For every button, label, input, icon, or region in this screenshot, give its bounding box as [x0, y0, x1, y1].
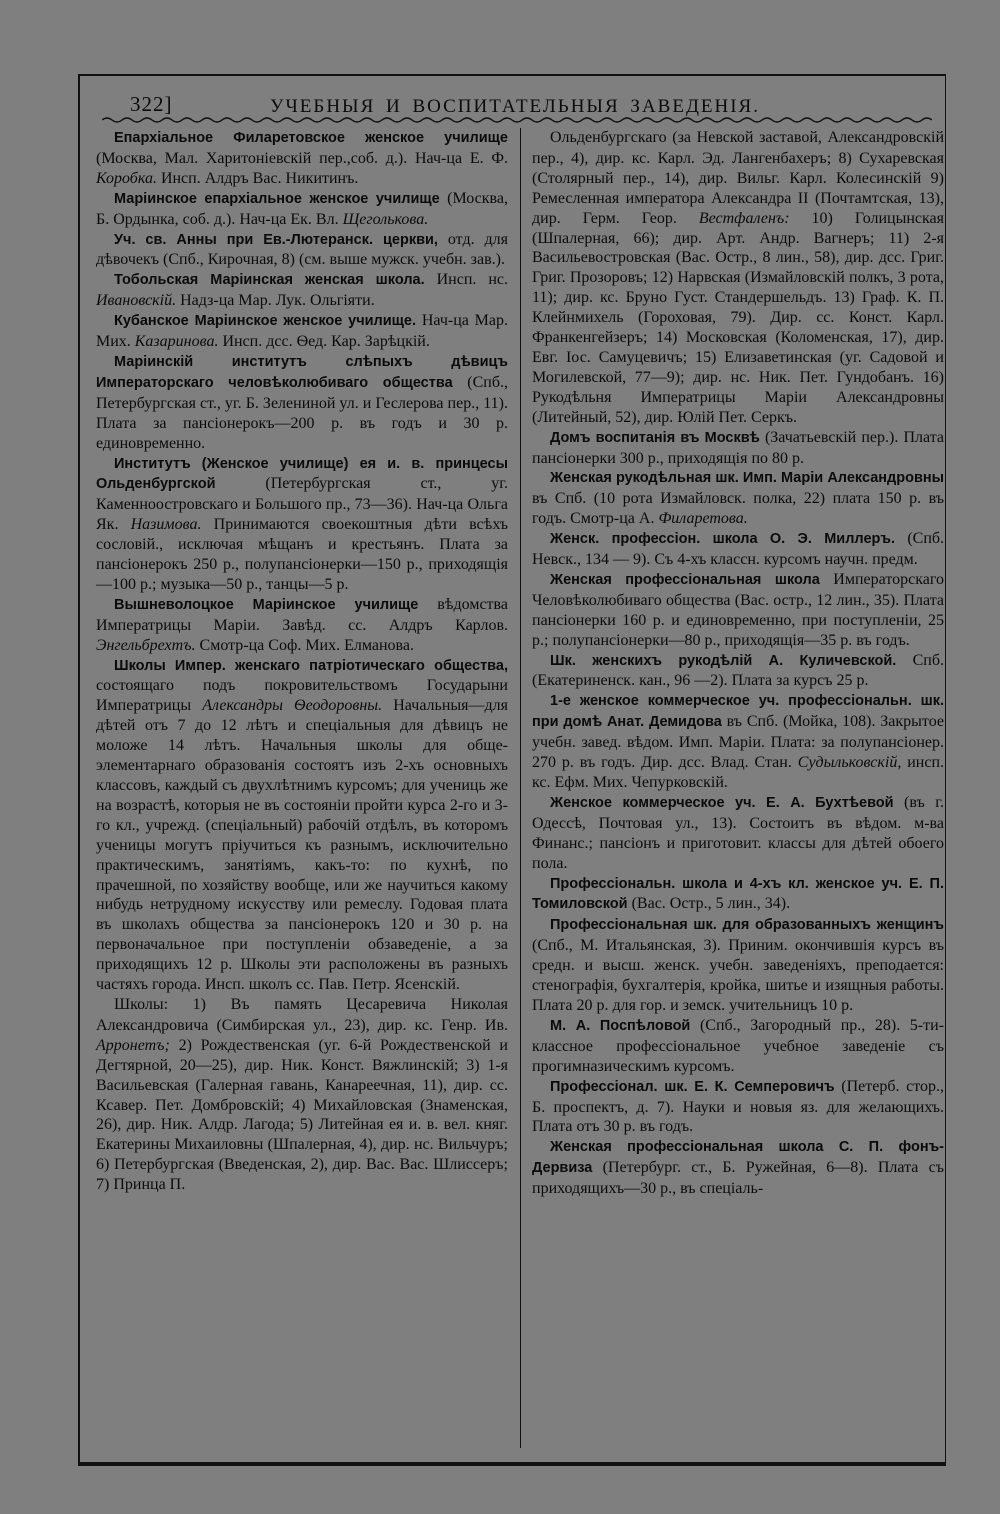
- entry-heading: Женск. профессіон. школа О. Э. Миллеръ.: [550, 531, 895, 548]
- entry-continuation: инсп. кс. Ефм. Мих. Чепурковскій.: [532, 754, 945, 791]
- entry-heading: Женская профессіональная школа: [550, 571, 820, 588]
- page-number: 322]: [130, 92, 173, 116]
- entry-continuation: Инсп. Алдръ Вас. Никитинъ.: [160, 169, 359, 187]
- entry-text: (Вас. Остр., 5 лин., 34).: [631, 895, 791, 913]
- entry-text: Ольденбургскаго (за Невской заставой, Александровскій пер., 4), дир. кс. Карл. Эд. Лангенбахеръ; 8) Сухаревская (Столярный пер., 14), дир. Вильг. Карл. Колесинскій 9) Ремесленная императора Александра II (Почтамтская, 13), дир. Герм. Геор.: [532, 129, 944, 227]
- entry-continuation: 2) Рождественская (уг. 6-й Рождественской и Дегтярной, 20—25), дир. Ник. Конст. Вяжлинскій; 3) 1-я Васильевская (Галерная гавань, Канареечная, 11), дир. сс. Ксавер. Пет. Домбровскій; 4) Михайловская (Знаменская, 26), дир. Ник. Алдр. Лагода; 5) Литейная ея и. в. вел. княг. Екатерины Михаиловны (Шпалерная, 4), дир. нс. Вильчуръ; 6) Петербургская (Введенская, 2), дир. Вас. Вас. Шлиссеръ; 7) Принца П.: [96, 1036, 508, 1194]
- entry-heading: Вышневолоцкое Маріинское училище: [114, 596, 419, 613]
- entry-text: (въ г. Одессѣ, Почтовая ул., 13). Состоитъ въ вѣдом. м-ва Финанс.; пансіонъ и приготовит. классы для дѣтей обоего пола.: [532, 793, 944, 872]
- entry-heading: Маріинскій институтъ слѣпыхъ дѣвицъ Императорскаго человѣколюбиваго общества: [96, 353, 508, 391]
- directory-entry: [532, 468, 944, 529]
- entry-continuation: 10) Голицынская (Шпалерная, 66); дир. Арт. Андр. Вагнеръ; 11) 2-я Васильевостровская (Вас. Остр., 8 лин., 58), дир. дсс. Григ. Григ. Прозоровъ; 12) Нарвская (Измайловскій полкъ, 3 рота, 11); дир. кс. Бруно Густ. Стандершельдъ. 13) Граф. К. П. Клейнмихель (Гороховая, 79). Дир. сс. Конст. Карл. Франкенгейзеръ; 14) Московская (Коломенская, 17), дир. Евг. Іос. Самуцевичъ; 15) Елизаветинская (уг. Садовой и Могилевской, 77—9); дир. нс. Ник. Пет. Гундобанъ. 16) Рукодѣльня Императрицы Маріи Александровны (Литейный, 52), дир. Юлій Пет. Серкъ.: [532, 209, 944, 426]
- entry-continuation: Смотр-ца Соф. Мих. Елманова.: [199, 636, 414, 654]
- directory-entry: [532, 915, 944, 1016]
- directory-entry: [532, 570, 944, 651]
- entry-heading: Профессіональная шк. для образованныхъ женщинъ: [550, 917, 944, 934]
- entry-person-name: Щеголькова.: [342, 210, 429, 228]
- directory-entry: [96, 230, 508, 271]
- entry-person-name: Назимова.: [130, 516, 202, 534]
- entry-text: (Петербург. ст., Б. Ружейная, 6—8). Плата съ приходящихъ—30 р., въ спеціаль-: [532, 1159, 945, 1198]
- entry-text: Императорскаго Человѣколюбиваго общества (Вас. остр., 12 лин., 35). Плата пансіонерки 160 р. и единовременно, при поступленіи, 25 р.; полупансіонерки—80 р., приходящія—35 р. въ годъ.: [532, 570, 945, 649]
- entry-heading: Шк. женскихъ рукодѣлій А. Куличевской.: [550, 652, 897, 669]
- entry-heading: Женская профессіональная школа С. П. фонъ-Дервиза: [532, 1139, 944, 1177]
- entry-heading: Женское коммерческое уч. Е. А. Бухтѣевой: [550, 794, 894, 811]
- entry-text: (Спб., М. Итальянская, 3). Приним. окончившія курсъ въ средн. и высш. женск. учебн. заведеніяхъ, преподается: стенографія, бухгалтерія, кройка, шитье и изящныя работы. Плата 20 р. для гор. и земск. учительницъ 10 р.: [532, 937, 944, 1014]
- entry-text: (Петербургская ст., уг. Каменноостровскаго и Большого пр., 73—36). Нач-ца Ольга Як.: [96, 475, 509, 534]
- entry-heading: Школы Импер. женскаго патріотическаго общества,: [114, 657, 508, 674]
- entry-heading: Институтъ (Женское училище) ея и. в. принцесы Ольденбургской: [96, 455, 508, 493]
- entry-text: состоящаго подъ покровительствомъ Государыни Императрицы: [96, 677, 508, 715]
- directory-entry: [532, 1016, 944, 1077]
- entry-text: Спб. (Екатериненск. кан., 96 —2). Плата за курсъ 25 р.: [532, 651, 944, 690]
- entry-heading: Уч. св. Анны при Ев.-Лютеранск. церкви,: [114, 231, 438, 248]
- book-page: [78, 74, 946, 1464]
- directory-entry: [96, 995, 508, 1195]
- entry-text: (Спб. Невск., 134 — 9). Съ 4-хъ классн. курсомъ научн. предм.: [532, 530, 945, 569]
- entry-text: Нач-ца Мар. Мих.: [96, 312, 509, 351]
- entry-person-name: Ивановскій.: [96, 292, 177, 310]
- column-divider: [520, 128, 521, 1448]
- entry-text: (Спб., Загородный пр., 28). 5-ти-классное профессіональное учебное заведеніе съ прогимназическимъ курсомъ.: [532, 1016, 945, 1075]
- ornamental-rule: [102, 116, 932, 124]
- entry-heading: Епархіальное Филаретовское женское училище: [114, 130, 508, 146]
- entry-person-name: Филаретова.: [658, 510, 748, 528]
- entry-person-name: Коробка.: [96, 169, 157, 187]
- entry-person-name: Вестфаленъ:: [698, 209, 790, 227]
- entry-heading: Кубанское Маріинское женское училище.: [114, 313, 416, 330]
- entry-text: вѣдомства Императрицы Маріи. Завѣд. сс. Алдръ Карлов.: [96, 595, 508, 634]
- entry-text: (Зачатьевскій пер.). Плата пансіонерки 300 р., приходящія по 80 р.: [532, 428, 945, 467]
- entry-text: въ Спб. (Мойка, 108). Закрытое учебн. завед. вѣдом. Имп. Маріи. Плата: за полупансіонер. 270 р. въ годъ. Дир. дсс. Влад. Стан.: [532, 713, 944, 772]
- entry-continuation: Инсп. дсс. Ѳед. Кар. Зарѣцкій.: [222, 333, 430, 351]
- left-column: [96, 128, 508, 1195]
- running-title: УЧЕБНЫЯ И ВОСПИТАТЕЛЬНЫЯ ЗАВЕДЕНІЯ.: [270, 96, 760, 117]
- right-column: [532, 128, 944, 1199]
- entry-heading: Профессіональн. школа и 4-хъ кл. женское уч. Е. П. Томиловской: [532, 875, 944, 913]
- bottom-rule: [78, 1464, 946, 1466]
- directory-entry: [96, 270, 508, 311]
- directory-entry: [532, 529, 944, 570]
- entry-text: Школы: 1) Въ память Цесаревича Николая Александровича (Симбирская ул., 23), дир. кс. Генр. Ив.: [96, 995, 508, 1034]
- entry-heading: Женская рукодѣльная шк. Имп. Маріи Александровны: [550, 470, 944, 487]
- entry-heading: Домъ воспитанія въ Москвѣ: [550, 429, 760, 446]
- directory-entry: [532, 691, 944, 793]
- page-header: [80, 80, 945, 118]
- entry-heading: Профессіонал. шк. Е. К. Семперовичъ: [550, 1078, 835, 1095]
- directory-entry: [532, 1077, 944, 1138]
- entry-continuation: Надз-ца Мар. Лук. Ольгіяти.: [180, 292, 375, 310]
- directory-entry: [532, 1137, 944, 1199]
- entry-heading: Маріинское епархіальное женское училище: [114, 190, 440, 207]
- directory-entry: [532, 793, 944, 874]
- entry-text: въ Спб. (10 рота Измайловск. полка, 22) плата 150 р. въ годъ. Смотр-ца А.: [532, 490, 944, 528]
- directory-entry: [96, 311, 508, 352]
- entry-text: отд. для дѣвочекъ (Спб., Кирочная, 8) (см. выше мужск. учебн. зав.).: [96, 230, 508, 269]
- directory-entry: [532, 874, 944, 916]
- entry-continuation: Начальныя—для дѣтей отъ 7 до 12 лѣтъ и спеціальныя для дѣвицъ не моложе 14 лѣтъ. Начальныя школы для обще-элементарнаго образованія состоятъ изъ 2-хъ основныхъ классовъ, каждый съ двухлѣтнимъ курсомъ; для учениць же на возрастѣ, которыя не въ состояніи пройти курса 2-го и 3-го кл., учрежд. (спеціальный) рабочій отдѣлъ, въ которомъ ученицы могутъ пріучиться къ разнымъ, исключительно практическимъ, занятіямъ, какъ-то: по кухнѣ, по прачешной, по хозяйству вообще, или же научиться какому нибудь нетрудному искусству или ремеслу. Годовая плата въ школахъ общества за пансіонерокъ 120 и 30 р. на первоначальное при поступленіи обзаведеніе, а за приходящихъ 12 р. Школы эти расположены въ разныхъ частяхъ города. Инсп. школъ сс. Пав. Петр. Ясенскій.: [96, 697, 508, 994]
- entry-heading: Тобольская Маріинская женская школа.: [114, 272, 425, 289]
- directory-entry: [96, 454, 508, 595]
- directory-entry: [532, 128, 944, 428]
- entry-text: (Москва, Мал. Харитоніевскій пер.,соб. д.). Нач-ца Е. Ф.: [96, 149, 508, 167]
- entry-person-name: Александры Ѳеодоровны.: [202, 697, 383, 715]
- entry-continuation: Принимаются своекоштныя дѣти всѣхъ сословій., исключая мѣщанъ и крестьянъ. Плата за пансіонерокъ 250 р., полупансіонерки—150 р., приходящія—100 р.; музыка—50 р., танцы—5 р.: [96, 516, 508, 593]
- entry-heading: 1-е женское коммерческое уч. профессіональн. шк. при домѣ Анат. Демидова: [532, 693, 944, 731]
- entry-person-name: Судыльковскій,: [797, 754, 902, 772]
- directory-entry: [96, 656, 508, 995]
- entry-text: (Москва, Б. Ордынка, соб. д.). Нач-ца Ек. Вл.: [96, 189, 508, 228]
- directory-entry: [96, 352, 508, 454]
- directory-entry: [96, 595, 508, 656]
- entry-text: Инсп. нс.: [436, 271, 508, 289]
- directory-entry: [96, 189, 508, 230]
- entry-text: (Петерб. стор., Б. проспектъ, д. 7). Науки и новыя яз. для желающихъ. Плата отъ 30 р. въ годъ.: [532, 1077, 945, 1136]
- entry-person-name: Казаринова.: [134, 333, 219, 351]
- directory-entry: [532, 428, 944, 469]
- entry-person-name: Энгельбрехтъ.: [96, 636, 196, 654]
- directory-entry: [96, 128, 508, 189]
- entry-heading: М. А. Поспѣловой: [550, 1017, 691, 1034]
- entry-text: (Спб., Петербургская ст., уг. Б. Зелениной ул. и Геслерова пер., 11). Плата за пансіонерокъ—200 р. въ годъ и 30 р. единовременно.: [96, 373, 508, 452]
- directory-entry: [532, 651, 944, 692]
- entry-person-name: Арронетъ;: [96, 1036, 170, 1054]
